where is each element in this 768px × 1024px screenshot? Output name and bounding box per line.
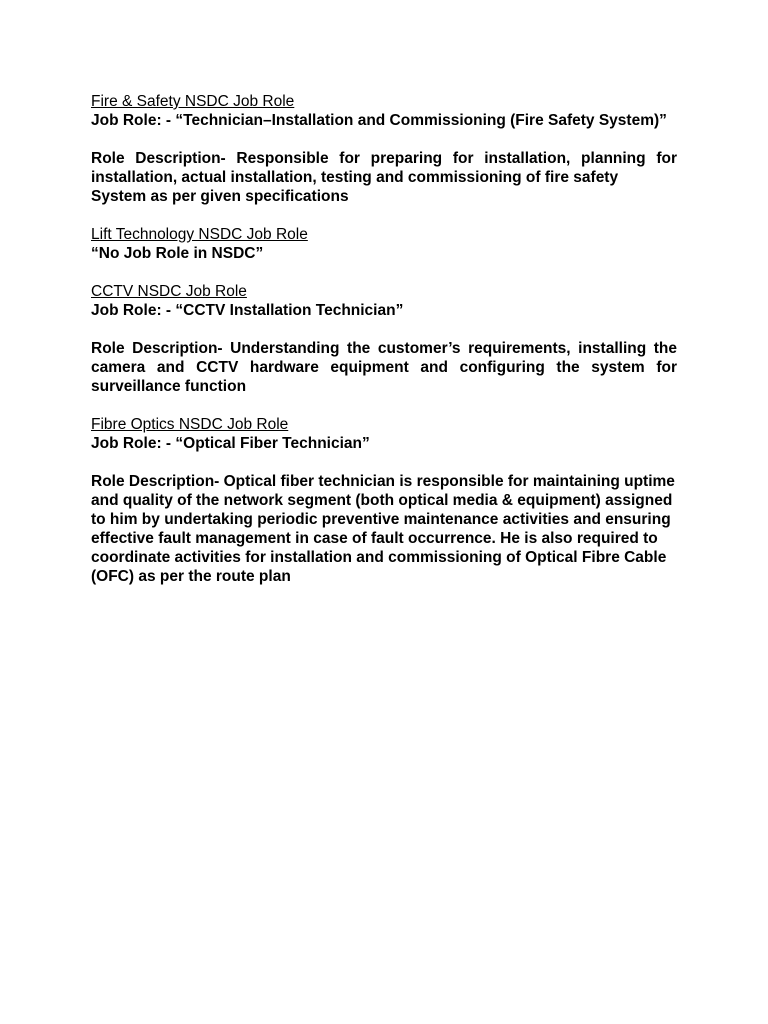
description-line: (OFC) as per the route plan	[91, 568, 291, 585]
job-role: Job Role: - “Optical Fiber Technician”	[91, 435, 370, 452]
job-role: “No Job Role in NSDC”	[91, 245, 264, 262]
job-role: Job Role: - “Technician–Installation and Commissioning (Fire Safety System)”	[91, 112, 667, 129]
section-heading: Fibre Optics NSDC Job Role	[91, 416, 289, 433]
spacer	[91, 206, 677, 225]
role-description	[91, 339, 677, 396]
description-line: Role Description- Responsible for preparing for installation, planning for	[91, 150, 677, 167]
description-line: coordinate activities for installation and commissioning of Optical Fibre Cable	[91, 549, 667, 566]
document-body	[91, 92, 677, 586]
section-fibre-optics	[91, 415, 677, 586]
description-line: installation, actual installation, testing and commissioning of fire safety	[91, 169, 619, 186]
description-line: System as per given specifications	[91, 188, 349, 205]
section-heading: Lift Technology NSDC Job Role	[91, 226, 308, 243]
description-line: effective fault management in case of fault occurrence. He is also required to	[91, 530, 658, 547]
section-lift-technology	[91, 225, 677, 263]
role-description	[91, 149, 677, 206]
section-heading: CCTV NSDC Job Role	[91, 283, 247, 300]
section-cctv	[91, 282, 677, 396]
description-line: camera and CCTV hardware equipment and configuring the system for	[91, 359, 677, 376]
section-heading: Fire & Safety NSDC Job Role	[91, 93, 295, 110]
job-role: Job Role: - “CCTV Installation Technician”	[91, 302, 404, 319]
description-line: and quality of the network segment (both optical media & equipment) assigned	[91, 492, 673, 509]
spacer	[91, 396, 677, 415]
description-line: Role Description- Understanding the customer’s requirements, installing the	[91, 340, 677, 357]
section-fire-safety	[91, 92, 677, 206]
spacer	[91, 263, 677, 282]
description-line: surveillance function	[91, 378, 247, 395]
description-line: to him by undertaking periodic preventive maintenance activities and ensuring	[91, 511, 671, 528]
description-line: Role Description- Optical fiber technician is responsible for maintaining uptime	[91, 473, 675, 490]
role-description	[91, 472, 677, 586]
